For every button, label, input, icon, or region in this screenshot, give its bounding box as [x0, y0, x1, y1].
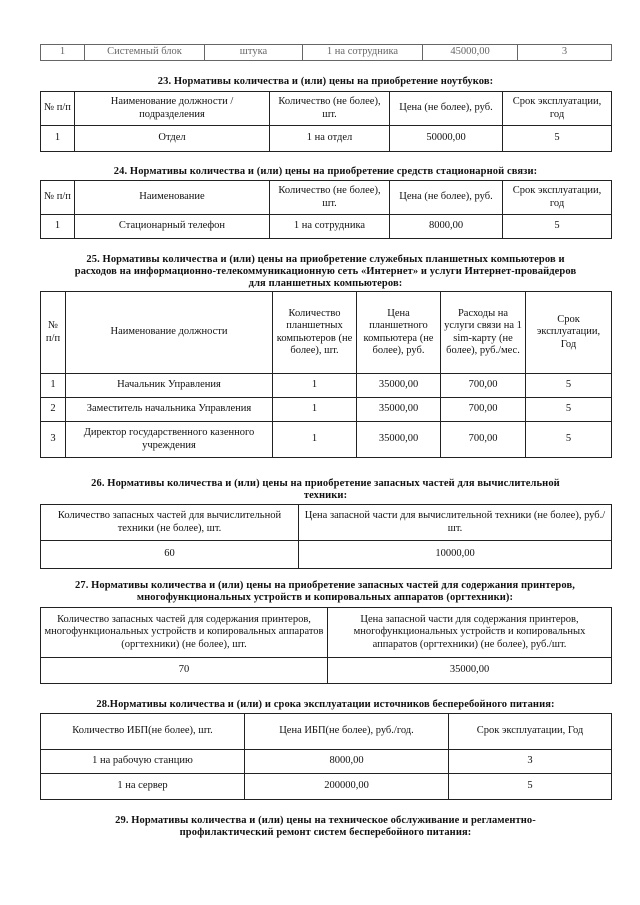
cell: 700,00 — [441, 398, 526, 422]
heading-line: многофункциональных устройств и копировальных аппаратов (оргтехники): — [136, 592, 514, 603]
cell: 1 на сервер — [41, 774, 245, 800]
column-header: № п/п — [41, 181, 75, 215]
column-header: Срок эксплуатации, год — [503, 92, 612, 126]
table-25 — [40, 291, 612, 458]
cell: 35000,00 — [357, 398, 441, 422]
table-row — [41, 398, 612, 422]
column-header: № п/п — [41, 292, 66, 374]
cell: 3 — [449, 750, 612, 774]
section-25-title — [40, 254, 611, 290]
heading-line: расходов на информационно-телекоммуникационную сеть «Интернет» и услуги Интернет-провайдеров — [74, 266, 577, 277]
table-row — [41, 774, 612, 800]
column-header: Цена (не более), руб. — [390, 92, 503, 126]
cell: 1 — [273, 422, 357, 458]
column-header: Количество (не более), шт. — [270, 181, 390, 215]
table-28 — [40, 713, 612, 800]
cell: 1 — [273, 398, 357, 422]
table-header-row — [41, 292, 612, 374]
cell: 1 на сотрудника — [270, 215, 390, 239]
cell: 35000,00 — [328, 658, 612, 684]
table-23 — [40, 91, 612, 152]
cell: 5 — [526, 398, 612, 422]
table-header-row — [41, 608, 612, 658]
heading-line: 27. Нормативы количества и (или) цены на приобретение запасных частей для содержания принтеров, — [75, 580, 575, 591]
cell: 35000,00 — [357, 374, 441, 398]
cell: 3 — [518, 45, 612, 61]
table-header-row — [41, 181, 612, 215]
column-header: Цена запасной части для вычислительной техники (не более), руб./шт. — [299, 505, 612, 541]
table-22-tail — [40, 44, 612, 61]
heading-line: техники: — [303, 490, 348, 501]
table-header-row — [41, 92, 612, 126]
column-header: Количество запасных частей для вычислительной техники (не более), шт. — [41, 505, 299, 541]
heading-line: 25. Нормативы количества и (или) цены на приобретение служебных планшетных компьютеров и — [86, 254, 565, 265]
column-header: Количество (не более), шт. — [270, 92, 390, 126]
cell: 1 — [41, 126, 75, 152]
cell: 5 — [449, 774, 612, 800]
column-header: Срок эксплуатации, Год — [449, 714, 612, 750]
cell: Отдел — [75, 126, 270, 152]
table-24 — [40, 180, 612, 239]
cell: 45000,00 — [423, 45, 518, 61]
cell: 8000,00 — [390, 215, 503, 239]
cell: 70 — [41, 658, 328, 684]
heading-line: профилактический ремонт систем бесперебойного питания: — [179, 827, 472, 838]
cell: 1 на рабочую станцию — [41, 750, 245, 774]
cell: Начальник Управления — [66, 374, 273, 398]
column-header: Количество планшетных компьютеров (не более), шт. — [273, 292, 357, 374]
table-26 — [40, 504, 612, 569]
table-row — [41, 215, 612, 239]
section-23-title: 23. Нормативы количества и (или) цены на приобретение ноутбуков: — [157, 76, 494, 87]
column-header: Количество запасных частей для содержания принтеров, многофункциональных устройств и копировальных аппаратов (оргтехники) (не более), шт. — [41, 608, 328, 658]
cell: 1 на отдел — [270, 126, 390, 152]
cell: 10000,00 — [299, 541, 612, 569]
column-header: Срок эксплуатации, Год — [526, 292, 612, 374]
cell: Системный блок — [85, 45, 205, 61]
cell: 2 — [41, 398, 66, 422]
column-header: Количество ИБП(не более), шт. — [41, 714, 245, 750]
table-row — [41, 658, 612, 684]
cell: 3 — [41, 422, 66, 458]
column-header: Цена планшетного компьютера (не более), руб. — [357, 292, 441, 374]
column-header: Цена запасной части для содержания принтеров, многофункциональных устройств и копировальных аппаратов (оргтехники) (не более), руб./шт. — [328, 608, 612, 658]
column-header: Расходы на услуги связи на 1 sim-карту (не более), руб./мес. — [441, 292, 526, 374]
cell: штука — [205, 45, 303, 61]
section-26-title — [40, 478, 611, 502]
table-row — [41, 541, 612, 569]
cell: 5 — [526, 374, 612, 398]
cell: 5 — [503, 126, 612, 152]
section-29-title — [40, 815, 611, 839]
column-header: Цена (не более), руб. — [390, 181, 503, 215]
cell: 1 — [273, 374, 357, 398]
cell: 1 — [41, 215, 75, 239]
cell: 1 — [41, 45, 85, 61]
heading-line: для планшетных компьютеров: — [248, 278, 403, 289]
heading-line: 29. Нормативы количества и (или) цены на техническое обслуживание и регламентно- — [115, 815, 536, 826]
table-header-row — [41, 505, 612, 541]
table-row — [41, 422, 612, 458]
table-row — [41, 374, 612, 398]
column-header: Цена ИБП(не более), руб./год. — [245, 714, 449, 750]
table-row — [41, 750, 612, 774]
cell: Заместитель начальника Управления — [66, 398, 273, 422]
cell: 700,00 — [441, 374, 526, 398]
column-header: № п/п — [41, 92, 75, 126]
cell: 5 — [526, 422, 612, 458]
cell: 700,00 — [441, 422, 526, 458]
cell: 1 на сотрудника — [303, 45, 423, 61]
section-27-title — [25, 580, 625, 604]
table-27 — [40, 607, 612, 684]
cell: Директор государственного казенного учреждения — [66, 422, 273, 458]
section-28-title: 28.Нормативы количества и (или) и срока эксплуатации источников бесперебойного питания: — [96, 699, 555, 710]
cell: 8000,00 — [245, 750, 449, 774]
column-header: Наименование — [75, 181, 270, 215]
cell: 1 — [41, 374, 66, 398]
cell: 60 — [41, 541, 299, 569]
heading-line: 26. Нормативы количества и (или) цены на приобретение запасных частей для вычислительной — [91, 478, 560, 489]
section-24-title: 24. Нормативы количества и (или) цены на приобретение средств стационарной связи: — [113, 166, 538, 177]
table-header-row — [41, 714, 612, 750]
cell: 5 — [503, 215, 612, 239]
cell: 200000,00 — [245, 774, 449, 800]
column-header: Наименование должности /подразделения — [75, 92, 270, 126]
cell: 35000,00 — [357, 422, 441, 458]
column-header: Срок эксплуатации, год — [503, 181, 612, 215]
column-header: Наименование должности — [66, 292, 273, 374]
table-row — [41, 45, 612, 61]
cell: 50000,00 — [390, 126, 503, 152]
cell: Стационарный телефон — [75, 215, 270, 239]
table-row — [41, 126, 612, 152]
